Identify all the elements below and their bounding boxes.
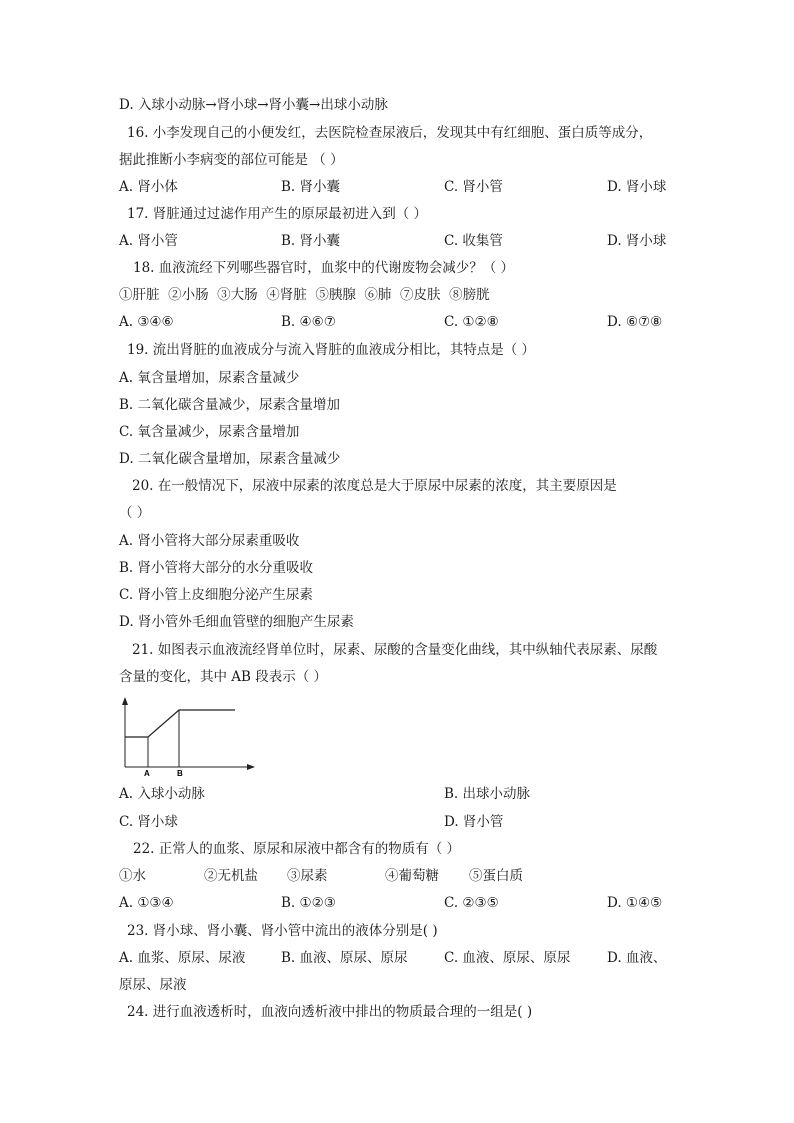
- q21-option-b[interactable]: B. 出球小动脉: [444, 786, 531, 802]
- q23-option-a[interactable]: A. 血浆、原尿、尿液: [119, 950, 246, 966]
- q22-item-1: ①水: [119, 868, 146, 884]
- q18-option-d[interactable]: D. ⑥⑦⑧: [607, 314, 663, 330]
- q20-option-a[interactable]: A. 肾小管将大部分尿素重吸收: [119, 533, 300, 549]
- q21-figure: [115, 697, 255, 779]
- q18-stem: 18. 血液流经下列哪些器官时，血浆中的代谢废物会减少？（ ）: [133, 260, 515, 276]
- q18-option-a[interactable]: A. ③④⑥: [119, 314, 174, 330]
- q16-stem-line1: 16. 小李发现自己的小便发红，去医院检查尿液后，发现其中有红细胞、蛋白质等成分，: [127, 125, 653, 141]
- q19-option-b[interactable]: B. 二氧化碳含量减少，尿素含量增加: [119, 397, 341, 413]
- q19-stem: 19. 流出肾脏的血液成分与流入肾脏的血液成分相比，其特点是（ ）: [127, 342, 536, 358]
- q15-option-d: D. 入球小动脉→肾小球→肾小囊→出球小动脉: [119, 97, 388, 113]
- q16-option-b[interactable]: B. 肾小囊: [281, 179, 341, 195]
- q22-item-4: ④葡萄糖: [385, 868, 439, 884]
- q22-stem: 22. 正常人的血浆、原尿和尿液中都含有的物质有（ ）: [133, 841, 461, 857]
- q17-option-b[interactable]: B. 肾小囊: [281, 233, 341, 249]
- q20-option-b[interactable]: B. 肾小管将大部分的水分重吸收: [119, 560, 314, 576]
- q18-items: ①肝脏 ②小肠 ③大肠 ④肾脏 ⑤胰腺 ⑥肺 ⑦皮肤 ⑧膀胱: [119, 287, 490, 303]
- q20-stem-line1: 20. 在一般情况下，尿液中尿素的浓度总是大于原尿中尿素的浓度，其主要原因是: [132, 478, 617, 494]
- q21-option-d[interactable]: D. 肾小管: [444, 814, 504, 830]
- q22-item-2: ②无机盐: [204, 868, 258, 884]
- q23-option-c[interactable]: C. 血液、原尿、原尿: [444, 950, 571, 966]
- q24-stem: 24. 进行血液透析时，血液向透析液中排出的物质最合理的一组是( ): [127, 1004, 533, 1020]
- q17-option-c[interactable]: C. 收集管: [444, 233, 503, 249]
- q19-option-d[interactable]: D. 二氧化碳含量增加，尿素含量减少: [119, 451, 341, 467]
- q16-option-c[interactable]: C. 肾小管: [444, 179, 503, 195]
- concentration-curve: [125, 710, 235, 737]
- q23-stem: 23. 肾小球、肾小囊、肾小管中流出的液体分别是( ): [127, 923, 438, 939]
- q21-stem-line1: 21. 如图表示血液流经肾单位时，尿素、尿酸的含量变化曲线，其中纵轴代表尿素、尿酸: [132, 642, 658, 658]
- x-axis-arrow-icon: [247, 764, 255, 770]
- q18-option-b[interactable]: B. ④⑥⑦: [281, 314, 336, 330]
- q19-option-c[interactable]: C. 氧含量减少，尿素含量增加: [119, 424, 300, 440]
- q22-option-b[interactable]: B. ①②③: [281, 895, 336, 911]
- q17-option-d[interactable]: D. 肾小球: [607, 233, 667, 249]
- q22-item-5: ⑤蛋白质: [469, 868, 523, 884]
- q16-option-a[interactable]: A. 肾小体: [119, 179, 178, 195]
- q16-stem-line2: 据此推断小李病变的部位可能是 （ ）: [119, 152, 344, 168]
- q21-option-a[interactable]: A. 入球小动脉: [119, 786, 205, 802]
- label-a: A: [144, 769, 150, 778]
- q17-option-a[interactable]: A. 肾小管: [119, 233, 178, 249]
- q23-option-d[interactable]: D. 血液、: [607, 950, 667, 966]
- q22-option-c[interactable]: C. ②③⑤: [444, 895, 499, 911]
- q20-option-c[interactable]: C. 肾小管上皮细胞分泌产生尿素: [119, 587, 313, 603]
- q16-option-d[interactable]: D. 肾小球: [607, 179, 667, 195]
- q21-option-c[interactable]: C. 肾小球: [119, 814, 178, 830]
- q17-stem: 17. 肾脏通过过滤作用产生的原尿最初进入到（ ）: [127, 206, 428, 222]
- q18-option-c[interactable]: C. ①②⑧: [444, 314, 499, 330]
- y-axis-arrow-icon: [122, 697, 128, 705]
- q22-option-a[interactable]: A. ①③④: [119, 895, 174, 911]
- q22-item-3: ③尿素: [287, 868, 328, 884]
- q22-option-d[interactable]: D. ①④⑤: [607, 895, 663, 911]
- q19-option-a[interactable]: A. 氧含量增加，尿素含量减少: [119, 370, 300, 386]
- q20-stem-line2: （ ）: [119, 505, 151, 521]
- q23-option-d-continuation: 原尿、尿液: [119, 977, 187, 993]
- label-b: B: [177, 769, 183, 778]
- q21-stem-line2: 含量的变化，其中 AB 段表示（ ）: [119, 669, 328, 685]
- q23-option-b[interactable]: B. 血液、原尿、原尿: [281, 950, 408, 966]
- q20-option-d[interactable]: D. 肾小管外毛细血管壁的细胞产生尿素: [119, 614, 354, 630]
